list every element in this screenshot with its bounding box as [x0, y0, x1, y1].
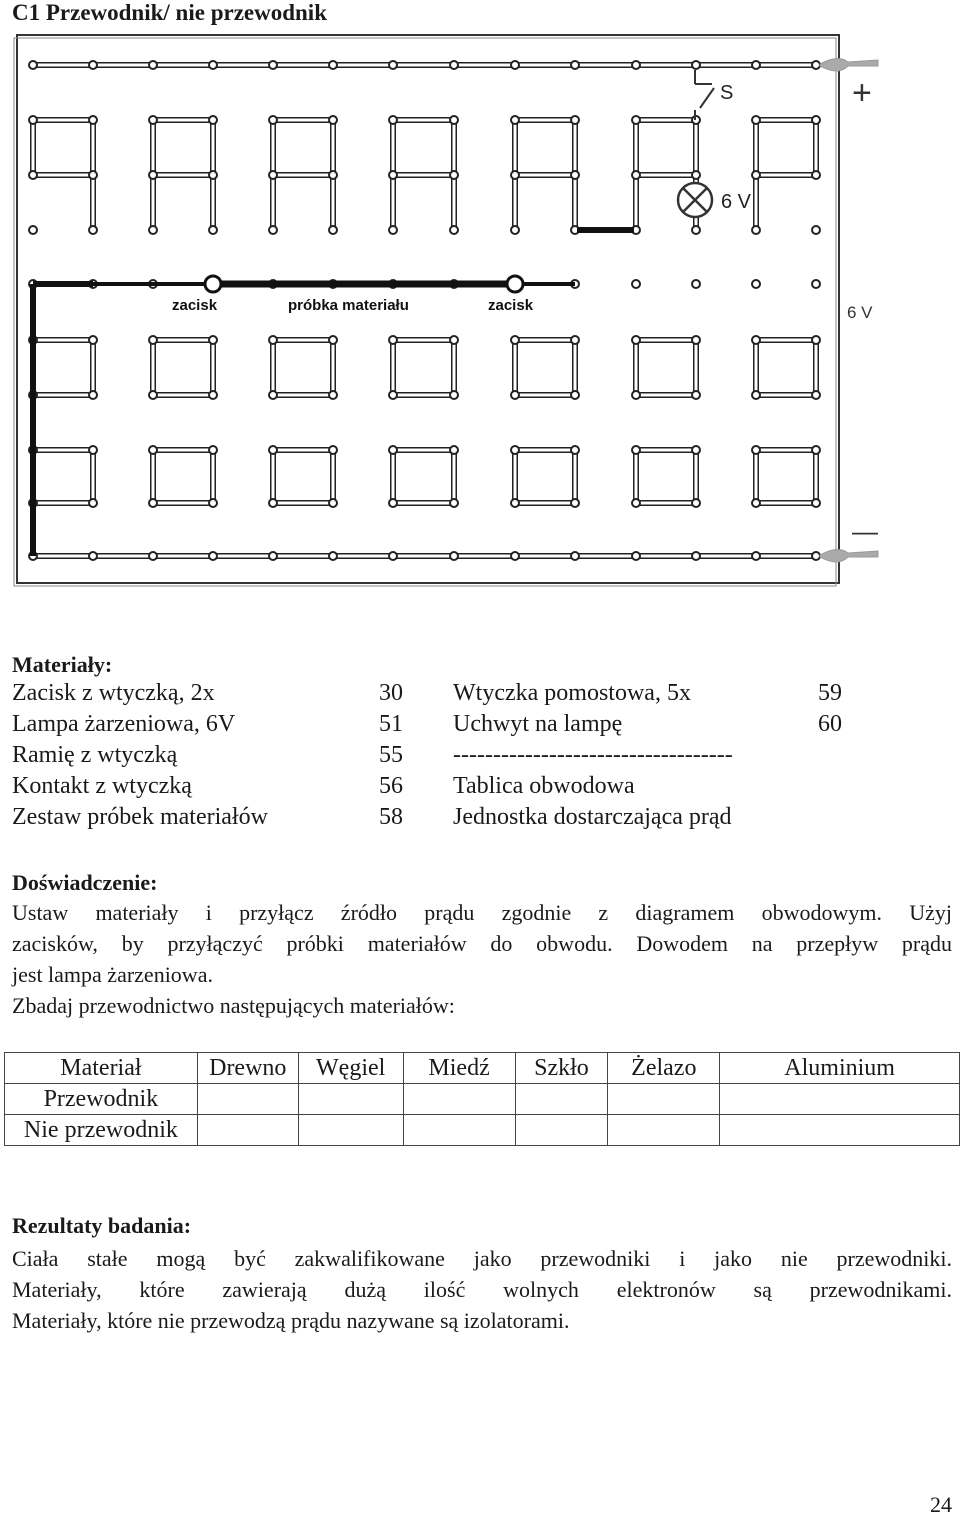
- board-peg: [511, 391, 519, 399]
- board-peg: [692, 446, 700, 454]
- table-cell[interactable]: [720, 1115, 960, 1146]
- results-line: Ciała stałe mogą być zakwalifikowane jako przewodniki i jako nie przewodniki.: [12, 1246, 952, 1271]
- board-peg: [329, 391, 337, 399]
- board-peg: [511, 171, 519, 179]
- board-peg: [692, 280, 700, 288]
- table-cell[interactable]: [608, 1084, 720, 1115]
- board-peg: [571, 116, 579, 124]
- board-peg: [209, 171, 217, 179]
- board-peg: [149, 391, 157, 399]
- clamp-right-label: zacisk: [488, 297, 534, 314]
- board-peg: [450, 171, 458, 179]
- board-peg: [812, 552, 820, 560]
- material-number: 56: [379, 773, 403, 799]
- board-peg: [812, 336, 820, 344]
- material-name: Zacisk z wtyczką, 2x: [12, 680, 215, 706]
- board-peg: [329, 552, 337, 560]
- board-peg: [632, 446, 640, 454]
- table-cell[interactable]: [515, 1115, 608, 1146]
- material-number: 51: [379, 711, 403, 737]
- board-peg: [511, 226, 519, 234]
- board-peg: [209, 226, 217, 234]
- table-row: [5, 1084, 960, 1115]
- board-peg: [632, 280, 640, 288]
- experiment-line: Ustaw materiały i przyłącz źródło prądu zgodnie z diagramem obwodowym. Użyj: [12, 900, 952, 925]
- board-peg: [752, 116, 760, 124]
- board-peg: [209, 116, 217, 124]
- board-peg: [389, 499, 397, 507]
- supply-voltage-label: 6 V: [847, 303, 873, 322]
- board-peg: [632, 171, 640, 179]
- plus-plug: [820, 58, 878, 71]
- board-peg: [29, 226, 37, 234]
- table-cell[interactable]: [197, 1084, 298, 1115]
- board-peg: [149, 446, 157, 454]
- board-peg: [752, 171, 760, 179]
- board-peg: [571, 499, 579, 507]
- board-peg: [752, 446, 760, 454]
- board-peg: [89, 336, 97, 344]
- board-peg: [269, 446, 277, 454]
- results-line: Materiały, które nie przewodzą prądu nazywane są izolatorami.: [12, 1308, 570, 1333]
- board-peg: [329, 171, 337, 179]
- table-header-row: [5, 1053, 960, 1084]
- table-cell[interactable]: [403, 1084, 515, 1115]
- board-peg: [752, 226, 760, 234]
- page-number: 24: [930, 1492, 952, 1517]
- material-number: 58: [379, 804, 403, 830]
- board-peg: [632, 116, 640, 124]
- material-name: Ramię z wtyczką: [12, 742, 178, 768]
- board-peg: [389, 226, 397, 234]
- experiment-task: Zbadaj przewodnictwo następujących materiałów:: [12, 993, 455, 1018]
- board-peg: [209, 336, 217, 344]
- table-cell[interactable]: [608, 1115, 720, 1146]
- board-peg: [389, 116, 397, 124]
- material-name: Jednostka dostarczająca prąd: [453, 804, 732, 830]
- conductivity-table: [4, 1052, 960, 1146]
- board-peg: [571, 336, 579, 344]
- board-peg: [269, 116, 277, 124]
- board-peg: [389, 61, 397, 69]
- experiment-line: jest lampa żarzeniowa.: [12, 962, 213, 987]
- board-peg: [450, 499, 458, 507]
- experiment-line: zacisków, by przyłączyć próbki materiałów do obwodu. Dowodem na przepływ prądu: [12, 931, 952, 956]
- board-peg: [269, 552, 277, 560]
- materials-heading: Materiały:: [12, 652, 113, 677]
- material-name: Tablica obwodowa: [453, 773, 635, 799]
- board-peg: [209, 391, 217, 399]
- board-peg: [571, 391, 579, 399]
- material-name: Wtyczka pomostowa, 5x: [453, 680, 691, 706]
- board-peg: [450, 61, 458, 69]
- board-peg: [632, 61, 640, 69]
- table-cell[interactable]: [298, 1115, 403, 1146]
- board-peg: [812, 446, 820, 454]
- board-peg: [329, 226, 337, 234]
- clamp-left-label: zacisk: [172, 297, 218, 314]
- board-peg: [632, 552, 640, 560]
- board-peg: [571, 552, 579, 560]
- board-peg: [692, 499, 700, 507]
- table-header: Drewno: [197, 1053, 298, 1084]
- board-peg: [450, 336, 458, 344]
- material-name: Zestaw próbek materiałów: [12, 804, 268, 830]
- table-cell[interactable]: [403, 1115, 515, 1146]
- board-peg: [389, 391, 397, 399]
- plus-sign: +: [852, 74, 872, 112]
- table-row: [5, 1115, 960, 1146]
- board-peg: [812, 171, 820, 179]
- experiment-text: [12, 897, 952, 1021]
- board-peg: [692, 391, 700, 399]
- board-peg: [752, 391, 760, 399]
- board-peg: [632, 336, 640, 344]
- table-header: Węgiel: [298, 1053, 403, 1084]
- material-number: 55: [379, 742, 403, 768]
- material-number: 59: [818, 680, 842, 706]
- board-peg: [149, 499, 157, 507]
- clamp-left: [205, 276, 221, 292]
- board-peg: [511, 446, 519, 454]
- table-header: Miedź: [403, 1053, 515, 1084]
- row-label: Nie przewodnik: [5, 1115, 198, 1146]
- board-peg: [450, 552, 458, 560]
- board-peg: [511, 61, 519, 69]
- board-peg: [752, 61, 760, 69]
- board-peg: [692, 61, 700, 69]
- material-separator: -----------------------------------: [453, 742, 733, 768]
- material-name: Lampa żarzeniowa, 6V: [12, 711, 236, 737]
- board-peg: [752, 552, 760, 560]
- board-peg: [29, 61, 37, 69]
- board-peg: [329, 336, 337, 344]
- material-number: 30: [379, 680, 403, 706]
- board-peg: [89, 226, 97, 234]
- material-name: Uchwyt na lampę: [453, 711, 623, 737]
- board-peg: [632, 391, 640, 399]
- board-peg: [511, 336, 519, 344]
- board-peg: [209, 61, 217, 69]
- board-peg: [149, 226, 157, 234]
- table-cell[interactable]: [720, 1084, 960, 1115]
- results-heading: Rezultaty badania:: [12, 1213, 192, 1238]
- board-peg: [89, 391, 97, 399]
- minus-sign: —: [852, 516, 878, 546]
- table-header: Aluminium: [720, 1053, 960, 1084]
- board-peg: [692, 226, 700, 234]
- material-number: 60: [818, 711, 842, 737]
- board-peg: [511, 116, 519, 124]
- table-cell[interactable]: [197, 1115, 298, 1146]
- board-peg: [209, 499, 217, 507]
- table-header: Materiał: [5, 1053, 198, 1084]
- board-peg: [571, 446, 579, 454]
- board-peg: [450, 116, 458, 124]
- minus-plug: [820, 549, 878, 562]
- experiment-heading: Doświadczenie:: [12, 870, 158, 895]
- board-peg: [812, 116, 820, 124]
- board-peg: [269, 61, 277, 69]
- board-peg: [149, 552, 157, 560]
- sample-label: próbka materiału: [288, 297, 409, 314]
- board-peg: [692, 336, 700, 344]
- board-peg: [329, 116, 337, 124]
- board-peg: [209, 552, 217, 560]
- board-peg: [389, 171, 397, 179]
- board-peg: [89, 446, 97, 454]
- board-peg: [329, 446, 337, 454]
- board-peg: [812, 391, 820, 399]
- board-peg: [269, 391, 277, 399]
- board-peg: [752, 280, 760, 288]
- board-peg: [149, 116, 157, 124]
- board-peg: [752, 336, 760, 344]
- board-peg: [89, 499, 97, 507]
- board-peg: [692, 552, 700, 560]
- board-peg: [692, 171, 700, 179]
- board-peg: [269, 226, 277, 234]
- board-peg: [812, 499, 820, 507]
- board-peg: [329, 499, 337, 507]
- board-peg: [149, 336, 157, 344]
- board-peg: [149, 61, 157, 69]
- lamp-voltage-label: 6 V: [721, 191, 752, 213]
- table-header: Szkło: [515, 1053, 608, 1084]
- board-peg: [269, 336, 277, 344]
- material-name: Kontakt z wtyczką: [12, 773, 192, 799]
- page-title: C1 Przewodnik/ nie przewodnik: [12, 0, 327, 25]
- board-peg: [89, 61, 97, 69]
- results-text: [12, 1243, 952, 1336]
- table-header: Żelazo: [608, 1053, 720, 1084]
- board-peg: [209, 446, 217, 454]
- board-peg: [571, 61, 579, 69]
- board-peg: [511, 499, 519, 507]
- board-peg: [450, 446, 458, 454]
- board-peg: [389, 336, 397, 344]
- board-peg: [89, 171, 97, 179]
- board-peg: [812, 280, 820, 288]
- board-peg: [29, 171, 37, 179]
- board-peg: [450, 391, 458, 399]
- board-peg: [571, 171, 579, 179]
- board-peg: [632, 499, 640, 507]
- circuit-diagram: [0, 0, 960, 600]
- board-peg: [812, 226, 820, 234]
- board-peg: [450, 226, 458, 234]
- board-peg: [29, 116, 37, 124]
- table-cell[interactable]: [515, 1084, 608, 1115]
- row-label: Przewodnik: [5, 1084, 198, 1115]
- board-peg: [329, 61, 337, 69]
- board-peg: [89, 552, 97, 560]
- board-peg: [389, 446, 397, 454]
- board-peg: [269, 499, 277, 507]
- table-cell[interactable]: [298, 1084, 403, 1115]
- board-peg: [752, 499, 760, 507]
- board-peg: [149, 171, 157, 179]
- board-peg: [511, 552, 519, 560]
- board-peg: [89, 116, 97, 124]
- board-peg: [389, 552, 397, 560]
- board-peg: [269, 171, 277, 179]
- results-line: Materiały, które zawierają dużą ilość wolnych elektronów są przewodnikami.: [12, 1277, 952, 1302]
- clamp-right: [507, 276, 523, 292]
- switch-label: S: [720, 82, 734, 104]
- board-peg: [812, 61, 820, 69]
